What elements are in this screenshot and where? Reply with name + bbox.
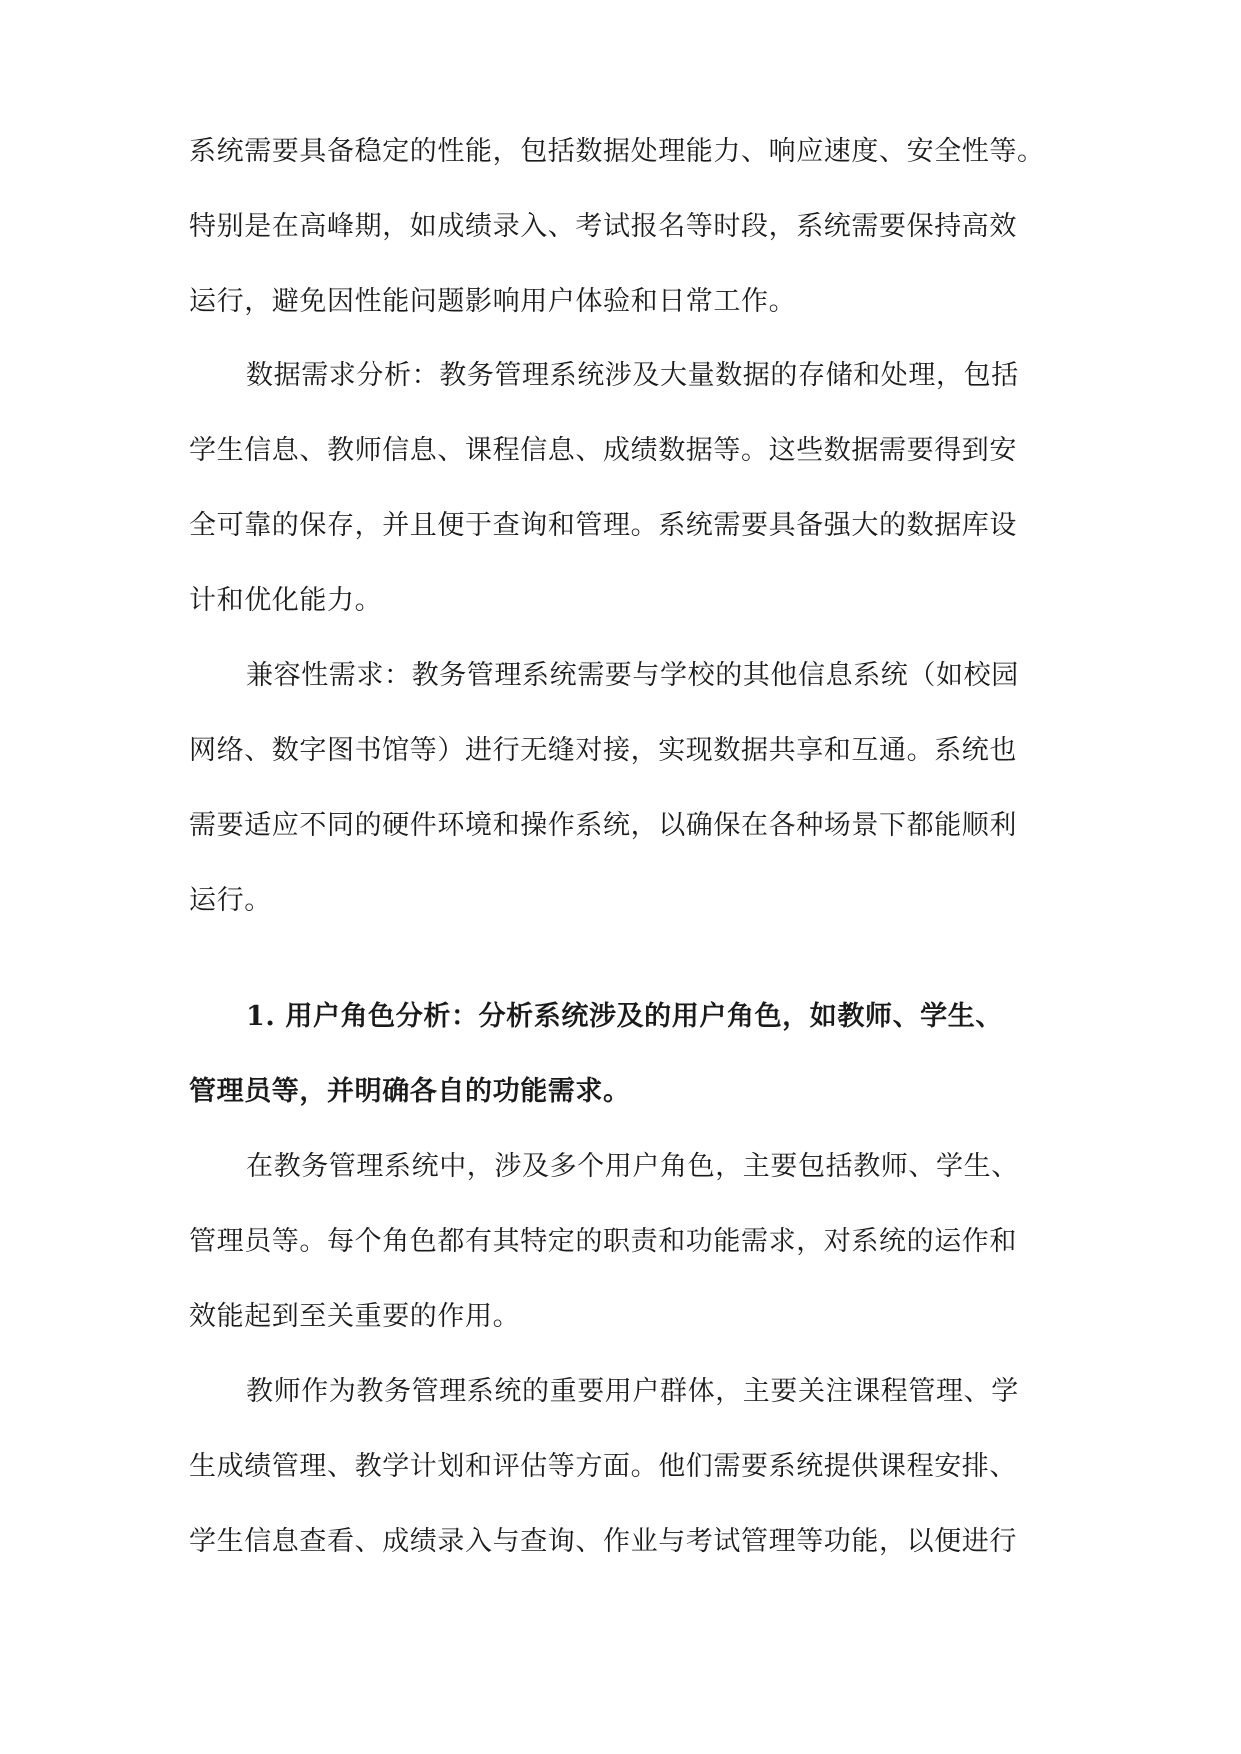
paragraph-compatibility-line-3: 需要适应不同的硬件环境和操作系统，以确保在各种场景下都能顺利 xyxy=(189,810,1017,841)
paragraph-data-requirements-line-1: 数据需求分析：教务管理系统涉及大量数据的存储和处理，包括 xyxy=(246,360,1019,391)
paragraph-compatibility-line-1: 兼容性需求：教务管理系统需要与学校的其他信息系统（如校园 xyxy=(246,660,1019,691)
paragraph-teacher-line-3: 学生信息查看、成绩录入与查询、作业与考试管理等功能，以便进行 xyxy=(189,1526,1017,1557)
paragraph-performance-line-3: 运行，避免因性能问题影响用户体验和日常工作。 xyxy=(189,286,797,317)
paragraph-user-roles-line-3: 效能起到至关重要的作用。 xyxy=(189,1301,521,1332)
paragraph-teacher-line-2: 生成绩管理、教学计划和评估等方面。他们需要系统提供课程安排、 xyxy=(189,1451,1017,1482)
paragraph-user-roles-line-1: 在教务管理系统中，涉及多个用户角色，主要包括教师、学生、 xyxy=(246,1151,1019,1182)
paragraph-user-roles-line-2: 管理员等。每个角色都有其特定的职责和功能需求，对系统的运作和 xyxy=(189,1226,1017,1257)
paragraph-data-requirements-line-2: 学生信息、教师信息、课程信息、成绩数据等。这些数据需要得到安 xyxy=(189,435,1017,466)
section-heading-line-2: 管理员等，并明确各自的功能需求。 xyxy=(189,1076,631,1107)
paragraph-data-requirements-line-4: 计和优化能力。 xyxy=(189,585,383,616)
paragraph-data-requirements-line-3: 全可靠的保存，并且便于查询和管理。系统需要具备强大的数据库设 xyxy=(189,510,1017,541)
paragraph-performance-line-2: 特别是在高峰期，如成绩录入、考试报名等时段，系统需要保持高效 xyxy=(189,211,1017,242)
paragraph-compatibility-line-2: 网络、数字图书馆等）进行无缝对接，实现数据共享和互通。系统也 xyxy=(189,735,1017,766)
paragraph-teacher-line-1: 教师作为教务管理系统的重要用户群体，主要关注课程管理、学 xyxy=(246,1376,1019,1407)
paragraph-compatibility-line-4: 运行。 xyxy=(189,885,272,916)
section-heading-line-1: 1. 用户角色分析：分析系统涉及的用户角色，如教师、学生、 xyxy=(246,1001,1003,1032)
paragraph-performance-line-1: 系统需要具备稳定的性能，包括数据处理能力、响应速度、安全性等。 xyxy=(189,136,1045,167)
